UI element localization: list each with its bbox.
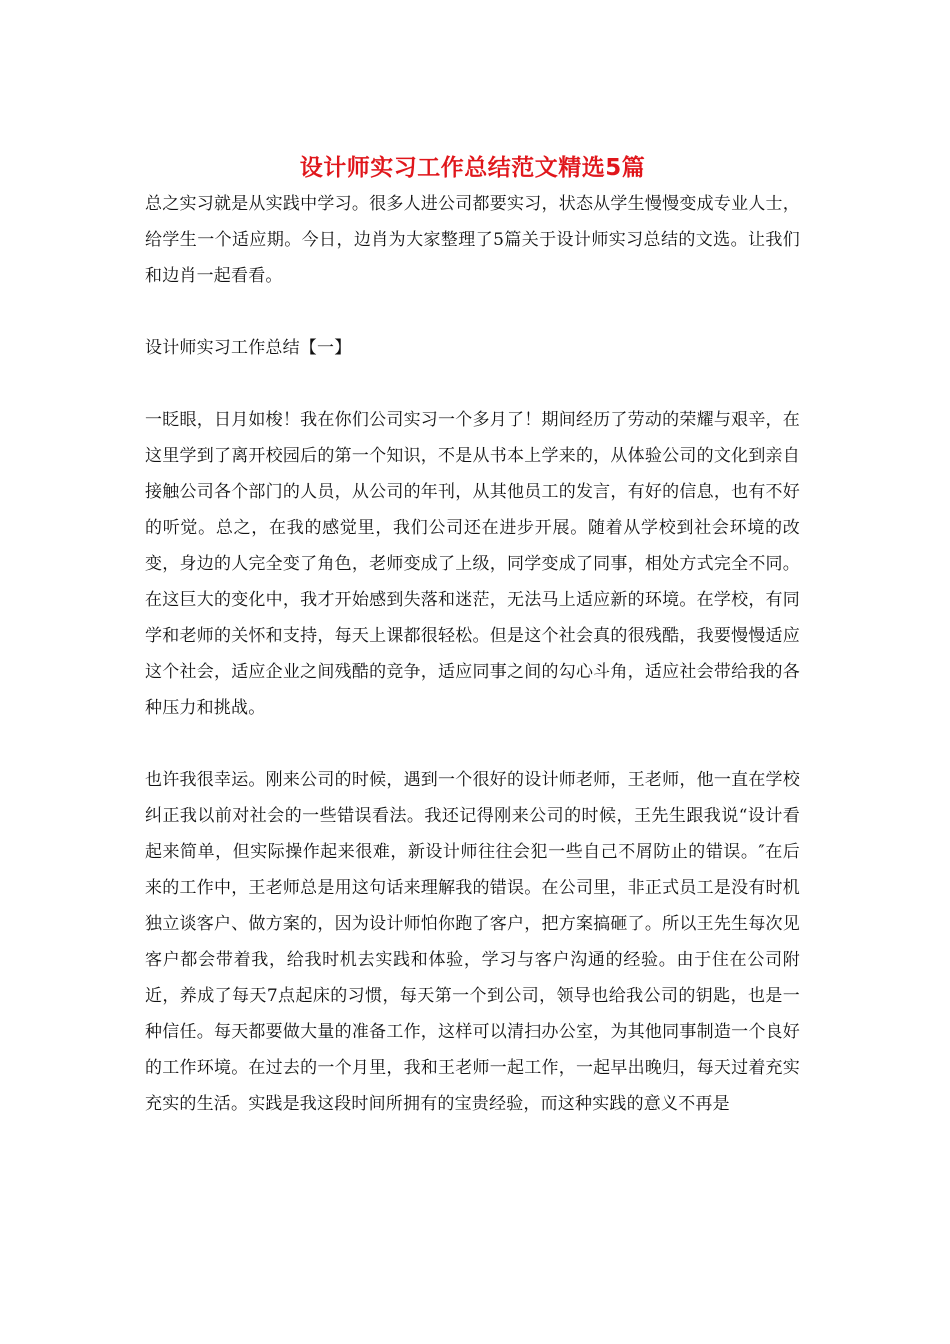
section-heading: 设计师实习工作总结【一】	[145, 338, 352, 358]
intro-paragraph: 总之实习就是从实践中学习。很多人进公司都要实习，状态从学生慢慢变成专业人士，给学生一个适应期。今日，边肖为大家整理了5篇关于设计师实习总结的文选。让我们和边肖一起看看。	[145, 194, 800, 286]
body-paragraph-1: 一眨眼，日月如梭！我在你们公司实习一个多月了！期间经历了劳动的荣耀与艰辛，在这里学到了离开校园后的第一个知识，不是从书本上学来的，从体验公司的文化到亲自接触公司各个部门的人员，从公司的年刊，从其他员工的发言，有好的信息，也有不好的听觉。总之，在我的感觉里，我们公司还在进步开展。随着从学校到社会环境的改变，身边的人完全变了角色，老师变成了上级，同学变成了同事，相处方式完全不同。在这巨大的变化中，我才开始感到失落和迷茫，无法马上适应新的环境。在学校，有同学和老师的关怀和支持，每天上课都很轻松。但是这个社会真的很残酷，我要慢慢适应这个社会，适应企业之间残酷的竞争，适应同事之间的勾心斗角，适应社会带给我的各种压力和挑战。	[145, 410, 800, 718]
paragraph-spacer	[145, 726, 800, 762]
paragraph-spacer	[145, 366, 800, 402]
document-body	[145, 148, 800, 1122]
body-paragraph-2: 也许我很幸运。刚来公司的时候，遇到一个很好的设计师老师，王老师，他一直在学校纠正我以前对社会的一些错误看法。我还记得刚来公司的时候，王先生跟我说“设计看起来简单，但实际操作起来很难，新设计师往往会犯一些自己不屑防止的错误。″在后来的工作中，王老师总是用这句话来理解我的错误。在公司里，非正式员工是没有时机独立谈客户、做方案的，因为设计师怕你跑了客户，把方案搞砸了。所以王先生每次见客户都会带着我，给我时机去实践和体验，学习与客户沟通的经验。由于住在公司附近，养成了每天7点起床的习惯，每天第一个到公司，领导也给我公司的钥匙，也是一种信任。每天都要做大量的准备工作，这样可以清扫办公室，为其他同事制造一个良好的工作环境。在过去的一个月里，我和王老师一起工作，一起早出晚归，每天过着充实充实的生活。实践是我这段时间所拥有的宝贵经验，而这种实践的意义不再是	[145, 770, 800, 1114]
document-title: 设计师实习工作总结范文精选5篇	[299, 155, 646, 181]
paragraph-spacer	[145, 294, 800, 330]
